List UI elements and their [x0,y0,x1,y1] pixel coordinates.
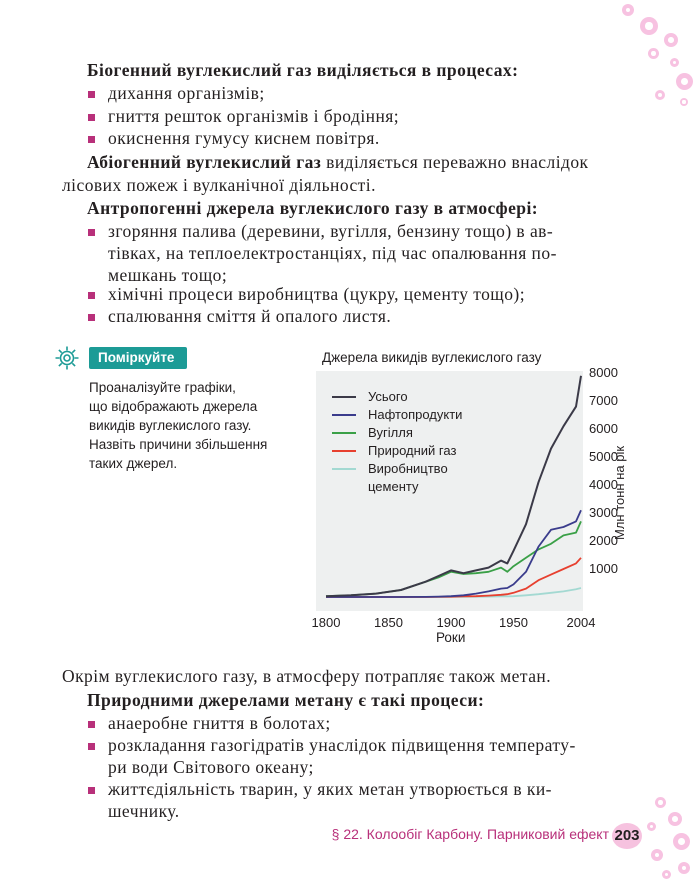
biogenic-heading: Біогенний вуглекислий газ виділяється в процесах: [87,60,519,80]
y-tick-label: 1000 [589,561,618,576]
x-tick-label: 1850 [374,615,403,630]
bullet-icon [88,787,95,794]
y-tick-label: 7000 [589,393,618,408]
list-item: дихання організмів; [108,83,265,103]
y-tick-label: 8000 [589,365,618,380]
list-item-line: згоряння палива (деревини, вугілля, бензину тощо) в ав- [108,221,554,241]
footer-section-title: § 22. Колообіг Карбону. Парниковий ефект [331,826,609,842]
bullet-icon [88,114,95,121]
bullet-icon [88,314,95,321]
x-tick-label: 1800 [311,615,341,630]
y-tick-label: 5000 [589,449,618,464]
page-number: 203 [612,823,642,849]
bullet-icon [88,229,95,236]
bullet-icon [88,292,95,299]
list-item-line: ри води Світового океану; [108,757,314,777]
y-tick-label: 2000 [589,533,618,548]
anthropogenic-heading: Антропогенні джерела вуглекислого газу в атмосфері: [87,198,539,218]
task-line: що відображають джерела [89,399,258,414]
task-line: викидів вуглекислого газу. [89,418,252,433]
legend-label: Нафтопродукти [368,407,463,422]
y-tick-label: 4000 [589,477,618,492]
bullet-icon [88,136,95,143]
bullet-icon [88,91,95,98]
think-badge: Поміркуйте [89,347,187,369]
legend-label: Природний газ [368,443,457,458]
list-item: гниття решток організмів і бродіння; [108,106,400,126]
methane-heading: Природними джерелами метану є такі процеси: [87,690,485,710]
methane-intro: Окрім вуглекислого газу, в атмосферу потрапляє також метан. [62,666,552,686]
legend-label: Усього [368,389,408,404]
list-item: хімічні процеси виробництва (цукру, цементу тощо); [108,284,526,304]
bullet-icon [88,743,95,750]
task-line: таких джерел. [89,456,178,471]
chart-title: Джерела викидів вуглекислого газу [322,350,542,365]
abiogenic-term: Абіогенний вуглекислий газ [87,152,322,172]
task-line: Проаналізуйте графіки, [89,380,236,395]
legend-label: Виробництво [368,461,448,476]
list-item-line: шечнику. [108,801,180,821]
y-tick-label: 6000 [589,421,618,436]
gear-icon [54,345,80,371]
list-item: спалювання сміття й опалого листя. [108,306,392,326]
x-tick-label: 1950 [499,615,528,630]
bullet-icon [88,721,95,728]
y-tick-label: 3000 [589,505,618,520]
legend-label: Вугілля [368,425,413,440]
list-item-line: розкладання газогідратів унаслідок підвищення температу- [108,735,576,755]
list-item-line: тівках, на теплоелектростанціях, під час опалювання по- [108,243,557,263]
list-item: окиснення гумусу киснем повітря. [108,128,380,148]
abiogenic-paragraph-line1 [87,152,589,173]
x-tick-label: 2004 [566,615,596,630]
list-item: анаеробне гниття в болотах; [108,713,331,733]
legend-label: цементу [368,479,419,494]
abiogenic-paragraph-line2: лісових пожеж і вулканічної діяльності. [62,175,376,195]
x-axis-label: Роки [436,630,466,645]
list-item-line: життєдіяльність тварин, у яких метан утворюється в ки- [108,779,552,799]
task-line: Назвіть причини збільшення [89,437,268,452]
abiogenic-text: виділяється переважно внаслідок [321,152,589,172]
list-item-line: мешкань тощо; [108,265,228,285]
emissions-chart [300,365,630,655]
y-axis-label: Млн тонн на рік [612,445,627,541]
x-tick-label: 1900 [436,615,466,630]
